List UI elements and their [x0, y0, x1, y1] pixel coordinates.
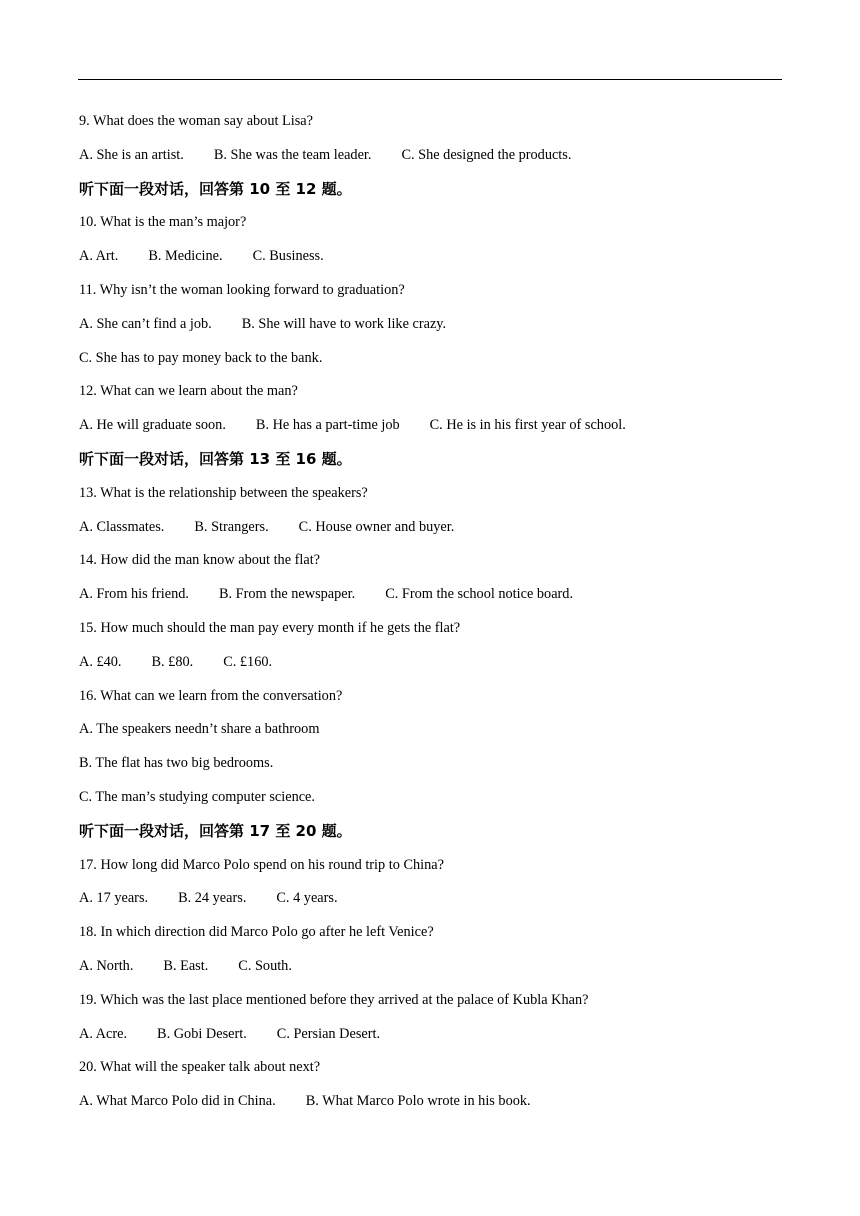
answer-options: [79, 144, 783, 178]
answer-option: B. East.: [163, 957, 209, 974]
answer-option: A. From his friend.: [79, 586, 189, 603]
answer-option: B. She was the team leader.: [213, 146, 372, 163]
answer-options: [79, 1023, 783, 1057]
header-rule: [78, 79, 782, 80]
answer-option: B. What Marco Polo wrote in his book.: [305, 1093, 531, 1110]
question-text: 19. Which was the last place mentioned before they arrived at the palace of Kubla Khan?: [79, 991, 589, 1008]
answer-options: [79, 651, 783, 685]
answer-option: A. She is an artist.: [79, 146, 184, 163]
answer-options: [79, 414, 783, 448]
answer-option: A. She can’t find a job.: [79, 315, 212, 332]
answer-option: B. 24 years.: [178, 890, 247, 907]
question-text: B. The flat has two big bedrooms.: [79, 755, 274, 772]
question-text: C. She has to pay money back to the bank.: [79, 349, 323, 366]
section-heading: 听下面一段对话，回答第 10 至 12 题。: [79, 179, 352, 198]
question-text: 10. What is the man’s major?: [79, 214, 247, 231]
answer-option: B. £80.: [151, 653, 194, 670]
question-text: 9. What does the woman say about Lisa?: [79, 113, 313, 129]
answer-option: B. From the newspaper.: [219, 586, 356, 603]
answer-option: A. He will graduate soon.: [79, 417, 226, 434]
answer-options: [79, 313, 783, 347]
answer-option: B. She will have to work like crazy.: [241, 315, 447, 332]
answer-options: [79, 955, 783, 989]
answer-option: A. Acre.: [79, 1025, 128, 1042]
answer-options: [79, 887, 783, 921]
question-text: 11. Why isn’t the woman looking forward to graduation?: [79, 281, 405, 298]
answer-option: B. Gobi Desert.: [157, 1025, 247, 1042]
question-text: 12. What can we learn about the man?: [79, 383, 298, 400]
answer-option: C. £160.: [223, 653, 273, 670]
answer-option: C. From the school notice board.: [385, 586, 574, 603]
answer-option: A. 17 years.: [79, 890, 149, 907]
answer-option: B. He has a part-time job: [255, 417, 400, 434]
answer-option: C. Business.: [252, 248, 324, 265]
question-text: A. The speakers needn’t share a bathroom: [79, 721, 320, 738]
question-text: C. The man’s studying computer science.: [79, 788, 315, 805]
answer-option: C. South.: [238, 957, 292, 974]
answer-option: A. Classmates.: [79, 518, 165, 535]
answer-options: [79, 245, 783, 279]
answer-option: C. He is in his first year of school.: [429, 417, 626, 434]
question-text: 15. How much should the man pay every month if he gets the flat?: [79, 619, 461, 636]
answer-option: A. Art.: [79, 248, 119, 265]
answer-options: [79, 1090, 783, 1124]
answer-option: A. What Marco Polo did in China.: [79, 1093, 276, 1110]
answer-options: [79, 516, 783, 550]
exam-page-content: [79, 110, 783, 1124]
answer-option: C. House owner and buyer.: [298, 518, 455, 535]
question-text: 13. What is the relationship between the speakers?: [79, 484, 368, 501]
answer-option: C. Persian Desert.: [276, 1025, 381, 1042]
question-text: 20. What will the speaker talk about next?: [79, 1059, 321, 1076]
question-text: 18. In which direction did Marco Polo go after he left Venice?: [79, 924, 434, 941]
answer-options: [79, 583, 783, 617]
question-text: 16. What can we learn from the conversation?: [79, 687, 343, 704]
answer-option: A. North.: [79, 957, 134, 974]
answer-option: A. £40.: [79, 653, 122, 670]
answer-option: C. 4 years.: [276, 890, 338, 907]
answer-option: B. Strangers.: [194, 518, 269, 535]
answer-option: C. She designed the products.: [401, 146, 572, 163]
question-text: 17. How long did Marco Polo spend on his round trip to China?: [79, 856, 444, 873]
section-heading: 听下面一段对话，回答第 17 至 20 题。: [79, 821, 352, 840]
section-heading: 听下面一段对话，回答第 13 至 16 题。: [79, 449, 352, 468]
question-text: 14. How did the man know about the flat?: [79, 552, 321, 569]
answer-option: B. Medicine.: [148, 248, 223, 265]
